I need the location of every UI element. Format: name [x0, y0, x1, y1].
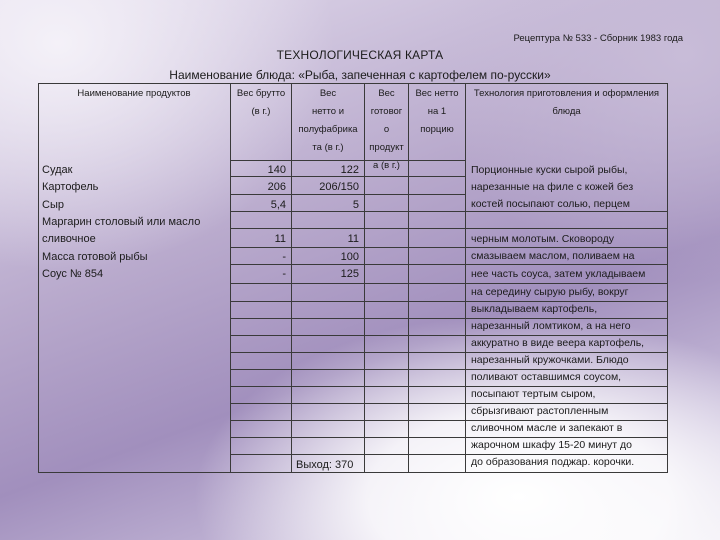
output-total: Выход: 370: [296, 459, 354, 471]
net-weight: 100: [340, 251, 359, 263]
technology-line: Порционные куски сырой рыбы,: [471, 164, 628, 176]
col-header-net-semi-line: нетто и: [311, 106, 345, 117]
col-header-technology-line: Технология приготовления и оформления: [473, 88, 660, 99]
col-header-net-semi-line: та (в г.): [312, 142, 344, 153]
dish-name: Наименование блюда: «Рыба, запеченная с картофелем по-русски»: [169, 68, 551, 82]
net-weight: 206/150: [319, 181, 359, 193]
col-header-products: Наименование продуктов: [77, 88, 191, 99]
document-title: ТЕХНОЛОГИЧЕСКАЯ КАРТА: [276, 48, 444, 62]
net-weight: 122: [340, 164, 359, 176]
product-name: Масса готовой рыбы: [42, 251, 148, 263]
col-header-gross-line: (в г.): [251, 106, 271, 117]
net-weight: 11: [347, 233, 359, 245]
technology-line: до образования поджар. корочки.: [471, 456, 635, 468]
technology-line: нее часть соуса, затем укладываем: [471, 268, 646, 280]
technology-line: костей посыпают солью, перцем: [471, 198, 630, 210]
technology-line: аккуратно в виде веера картофель,: [471, 337, 645, 349]
gross-weight: -: [282, 268, 286, 280]
gross-weight: 5,4: [270, 199, 286, 211]
col-header-technology: [466, 85, 667, 121]
gross-weight: 140: [267, 164, 286, 176]
col-header-gross: [231, 85, 291, 121]
col-header-ready-line: Вес: [378, 88, 395, 99]
gross-weight: 206: [267, 181, 286, 193]
col-header-ready-line: готовог: [370, 106, 403, 117]
technology-line: поливают оставшимся соусом,: [471, 371, 622, 383]
gross-weight: -: [282, 251, 286, 263]
col-header-technology-line: блюда: [552, 106, 581, 117]
col-header-ready-line: продукт: [369, 142, 404, 153]
technology-line: нарезанный кружочками. Блюдо: [471, 354, 629, 366]
product-name: Соус № 854: [42, 268, 104, 280]
col-header-ready: [365, 85, 408, 175]
technology-line: выкладываем картофель,: [471, 303, 598, 315]
technology-line: посыпают тертым сыром,: [471, 388, 596, 400]
product-name: Сыр: [42, 199, 64, 211]
col-header-net-portion-line: Вес нетто: [415, 88, 459, 99]
col-header-ready-line: о: [383, 124, 390, 135]
product-name: Судак: [42, 164, 73, 176]
product-name: Маргарин столовый или масло: [42, 216, 201, 228]
technology-line: смазываем маслом, поливаем на: [471, 250, 635, 262]
product-name: сливочное: [42, 233, 96, 245]
gross-weight: 11: [274, 233, 286, 245]
technology-line: сбрызгивают растопленным: [471, 405, 609, 417]
col-header-gross-line: Вес брутто: [236, 88, 286, 99]
net-weight: 125: [340, 268, 359, 280]
col-header-net-semi: [292, 85, 364, 157]
technology-line: на середину сырую рыбу, вокруг: [471, 286, 629, 298]
product-name: Картофель: [42, 181, 99, 193]
recipe-reference: Рецептура № 533 - Сборник 1983 года: [513, 33, 683, 44]
col-header-net-portion: [409, 85, 465, 139]
technology-line: нарезанные на филе с кожей без: [471, 181, 634, 193]
col-header-net-semi-line: полуфабрика: [298, 124, 358, 135]
col-header-net-portion-line: на 1: [427, 106, 447, 117]
technology-line: черным молотым. Сковороду: [471, 233, 614, 245]
col-header-net-semi-line: Вес: [319, 88, 337, 99]
col-header-net-portion-line: порцию: [420, 124, 454, 135]
col-header-ready-line: а (в г.): [373, 160, 400, 171]
technology-line: нарезанный ломтиком, а на него: [471, 320, 631, 332]
technology-line: жарочном шкафу 15-20 минут до: [471, 439, 632, 451]
net-weight: 5: [352, 199, 359, 211]
technology-line: сливочном масле и запекают в: [471, 422, 623, 434]
